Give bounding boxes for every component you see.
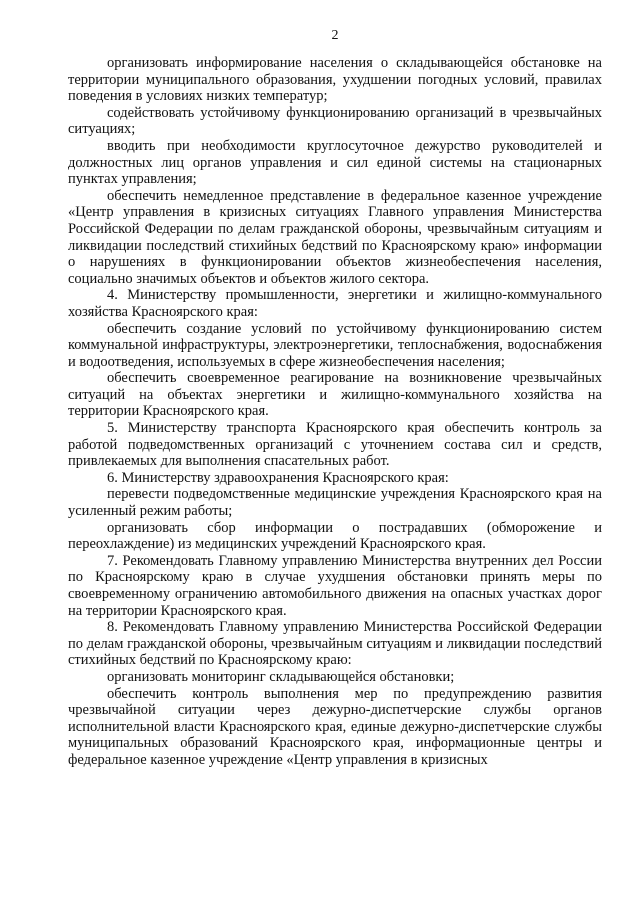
- paragraph-item-7-internal-affairs: 7. Рекомендовать Главному управлению Министерства внутренних дел России по Красноярскому краю в случае ухудшения обстановки принять меры по своевременному ограничению автомобильного движения на опасных участках дорог на территории Красноярского края.: [68, 552, 602, 619]
- paragraph-item-4-ministry-industry: 4. Министерству промышленности, энергетики и жилищно-коммунального хозяйства Красноярского края:: [68, 287, 602, 320]
- paragraph-medical-enhanced-mode: перевести подведомственные медицинские учреждения Красноярского края на усиленный режим работы;: [68, 486, 602, 520]
- paragraph-item-5-ministry-transport: 5. Министерству транспорта Красноярского края обеспечить контроль за работой подведомственных организаций с уточнением состава сил и средств, привлекаемых для выполнения спасательных работ.: [68, 420, 602, 470]
- paragraph-injured-info: организовать сбор информации о пострадавших (обморожение и переохлаждение) из медицинских учреждений Красноярского края.: [68, 519, 602, 553]
- paragraph-control-measures: обеспечить контроль выполнения мер по предупреждению развития чрезвычайной ситуации через дежурно-диспетчерские службы органов исполнительной власти Красноярского края, единые дежурно-диспетчерские службы муниципальных образований Красноярского края, информационные центры и федеральное казенное учреждение «Центр управления в кризисных: [68, 685, 602, 768]
- paragraph-round-the-clock-duty: вводить при необходимости круглосуточное дежурство руководителей и должностных лиц органов управления и сил единой системы на стационарных пунктах управления;: [68, 137, 602, 188]
- paragraph-informing-population: организовать информирование населения о складывающейся обстановке на территории муниципального образования, ухудшении погодных условий, правилах поведения в условиях низких температур;: [68, 55, 602, 105]
- paragraph-item-8-emergency-ministry: 8. Рекомендовать Главному управлению Министерства Российской Федерации по делам гражданской обороны, чрезвычайным ситуациям и ликвидации последствий стихийных бедствий по Красноярскому краю:: [68, 619, 602, 669]
- paragraph-sustainable-functioning: содействовать устойчивому функционированию организаций в чрезвычайных ситуациях;: [68, 104, 602, 138]
- page-number: 2: [331, 28, 339, 43]
- paragraph-emergency-response: обеспечить своевременное реагирование на возникновение чрезвычайных ситуаций на объектах энергетики и жилищно-коммунального хозяйства на территории Красноярского края.: [68, 370, 602, 420]
- paragraph-immediate-reporting: обеспечить немедленное представление в федеральное казенное учреждение «Центр управления в кризисных ситуациях Главного управления Министерства Российской Федерации по делам гражданской обороны, чрезвычайным ситуациям и ликвидации последствий стихийных бедствий по Красноярскому краю» информации о нарушениях в функционировании объектов жизнеобеспечения населения, социально значимых объектов и объектов жилого сектора.: [68, 187, 602, 287]
- paragraph-monitoring: организовать мониторинг складывающейся обстановки;: [107, 668, 455, 685]
- paragraph-communal-infrastructure: обеспечить создание условий по устойчивому функционированию систем коммунальной инфраструктуры, электроэнергетики, теплоснабжения, водоснабжения и водоотведения, используемых в сфере жизнеобеспечения населения;: [68, 320, 602, 370]
- document-body: [68, 55, 602, 769]
- paragraph-item-6-ministry-health: 6. Министерству здравоохранения Красноярского края:: [107, 469, 449, 486]
